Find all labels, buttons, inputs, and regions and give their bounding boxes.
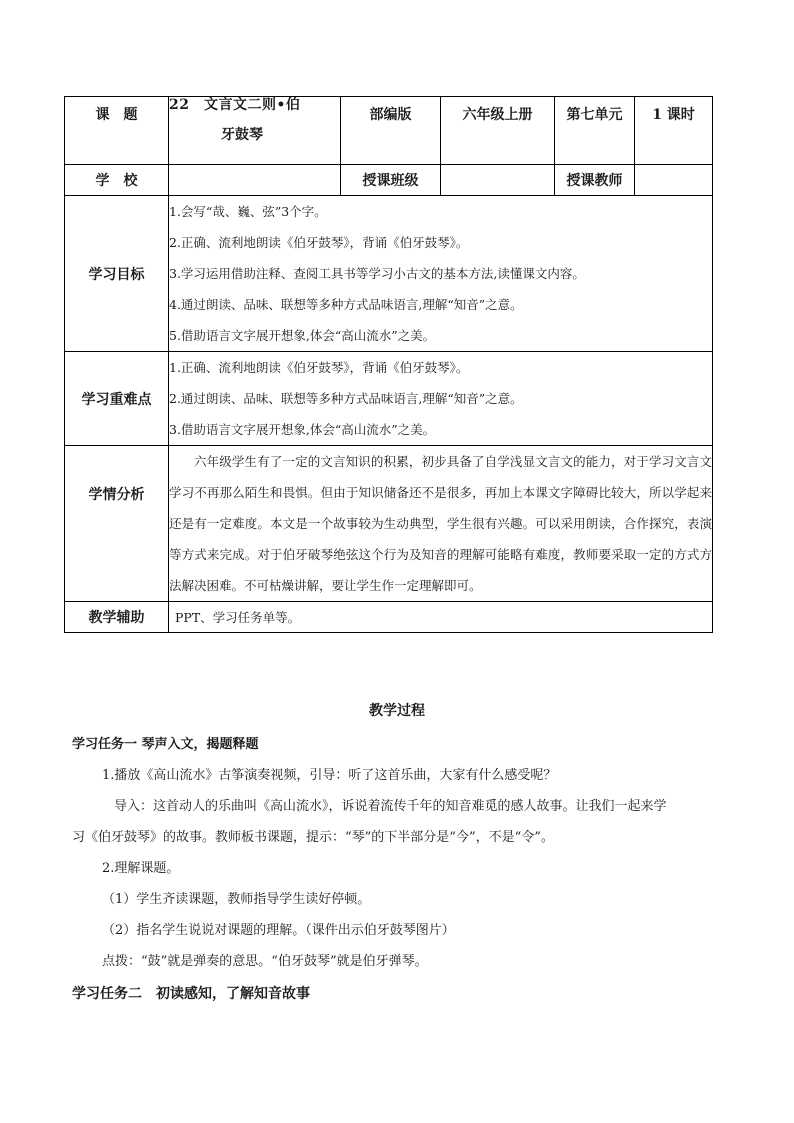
objectives-list [169,196,713,352]
table-row [65,196,713,352]
objective-item: 4.通过朗读、品味、联想等多种方式品味语言,理解“知音”之意。 [169,297,523,312]
table-row [65,352,713,446]
course-title [169,97,341,165]
step-item-1: 1.播放《高山流水》古筝演奏视频，引导：听了这首乐曲，大家有什么感受呢？ [102,768,557,783]
sub-item-1: （1）学生齐读课题，教师指导学生读好停顿。 [102,892,371,907]
course-title-line2: 牙鼓琴 [221,127,263,143]
table-row [65,97,713,165]
table-row [65,602,713,633]
edition: 部编版 [341,97,441,165]
intro-line-2: 习《伯牙鼓琴》的故事。教师板书课题，提示：“琴”的下半部分是“今”，不是“令”。 [72,830,554,845]
class-label: 授课班级 [341,165,441,196]
objective-item: 2.正确、流利地朗读《伯牙鼓琴》，背诵《伯牙鼓琴》。 [169,235,469,250]
analysis-label: 学情分析 [65,446,169,602]
aids-label: 教学辅助 [65,602,169,633]
analysis-text: 六年级学生有了一定的文言知识的积累，初步具备了自学浅显文言文的能力，对于学习文言文学习不再那么陌生和畏惧。但由于知识储备还不是很多，再加上本课文字障碍比较大，所以学起来还是有一定难度。本文是一个故事较为生动典型，学生很有兴趣。可以采用朗读，合作探究，表演等方式来完成。对于伯牙破琴绝弦这个行为及知音的理解可能略有难度，教师要采取一定的方式方法解决困难。不可枯燥讲解，要让学生作一定理解即可。 [169,446,713,602]
key-points-label: 学习重难点 [65,352,169,446]
table-row [65,446,713,602]
task1-title: 学习任务一 琴声入文，揭题释题 [72,737,259,752]
step-item-2: 2.理解课题。 [102,861,180,876]
aids-text: PPT、学习任务单等。 [175,610,301,625]
table-row [65,165,713,196]
lesson-info-table [64,96,713,633]
course-title-line1: 22 文言文二则•伯 [169,97,301,113]
course-label: 课 题 [65,97,169,165]
objective-item: 3.学习运用借助注释、查阅工具书等学习小古文的基本方法,读懂课文内容。 [169,266,585,281]
section-title: 教学过程 [369,703,425,719]
key-point-item: 1.正确、流利地朗读《伯牙鼓琴》，背诵《伯牙鼓琴》。 [169,360,469,375]
intro-line-1: 导入：这首动人的乐曲叫《高山流水》，诉说着流传千年的知音难觅的感人故事。让我们一起来学 [114,799,667,814]
unit: 第七单元 [555,97,635,165]
key-point-item: 3.借助语言文字展开想象,体会“高山流水”之美。 [169,422,436,437]
key-point-item: 2.通过朗读、品味、联想等多种方式品味语言,理解“知音”之意。 [169,391,523,406]
sub-item-2: （2）指名学生说说对课题的理解。（课件出示伯牙鼓琴图片） [102,923,455,938]
objectives-label: 学习目标 [65,196,169,352]
objective-item: 1.会写“哉、巍、弦”3个字。 [169,204,327,219]
school-label: 学 校 [65,165,169,196]
objective-item: 5.借助语言文字展开想象,体会“高山流水”之美。 [169,328,436,343]
teacher-label: 授课教师 [555,165,635,196]
periods: 1 课时 [635,97,713,165]
hint-text: 点拨：“鼓”就是弹奏的意思。“伯牙鼓琴”就是伯牙弹琴。 [102,954,428,969]
school-value [169,165,341,196]
task2-title: 学习任务二 初读感知，了解知音故事 [72,986,310,1002]
key-points-list [169,352,713,446]
aids-cell [169,602,713,633]
grade: 六年级上册 [441,97,555,165]
teacher-value [635,165,713,196]
class-value [441,165,555,196]
